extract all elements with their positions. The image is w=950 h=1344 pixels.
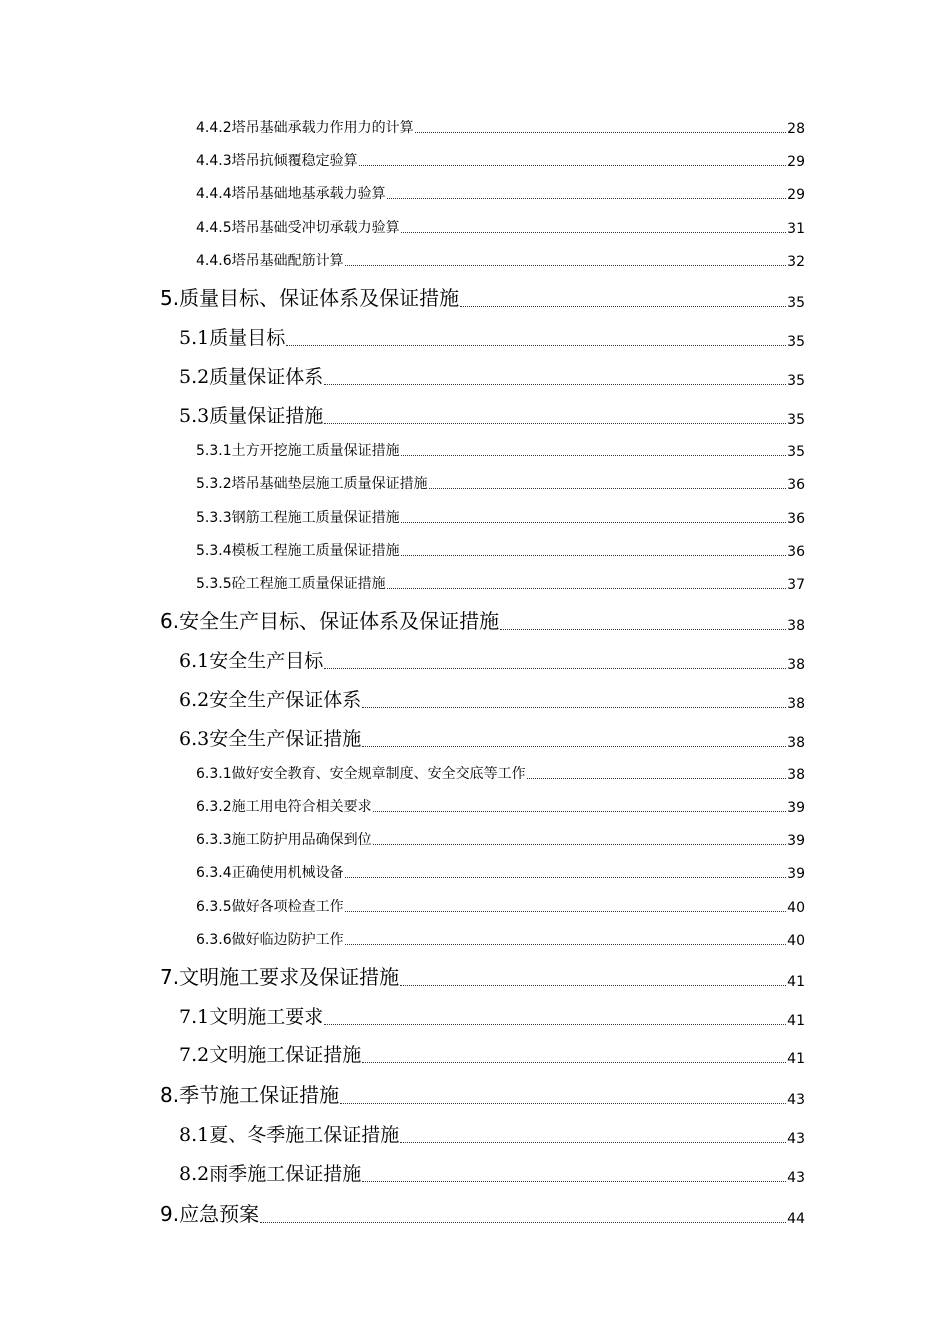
- dot-leader: [286, 344, 786, 346]
- dot-leader: [324, 667, 786, 669]
- toc-entry-title: 7.1文明施工要求: [179, 1006, 324, 1028]
- toc-entry-page: 35: [787, 334, 805, 350]
- dot-leader: [415, 131, 787, 133]
- toc-entry-5-1[interactable]: [179, 322, 805, 350]
- dot-leader: [362, 706, 786, 708]
- toc-entry-4-4-4[interactable]: [196, 181, 805, 203]
- toc-entry-6-3-3[interactable]: [196, 827, 805, 849]
- toc-entry-4-4-3[interactable]: [196, 148, 805, 170]
- toc-entry-page: 44: [787, 1211, 805, 1227]
- toc-entry-title: 9.应急预案: [160, 1202, 260, 1226]
- toc-entry-5-3-2[interactable]: [196, 471, 805, 493]
- toc-entry-5[interactable]: [160, 281, 805, 311]
- toc-entry-5-3-4[interactable]: [196, 538, 805, 560]
- dot-leader: [359, 164, 787, 166]
- toc-entry-title: 6.安全生产目标、保证体系及保证措施: [160, 609, 500, 633]
- toc-entry-page: 36: [787, 477, 805, 493]
- dot-leader: [324, 383, 786, 385]
- toc-entry-5-3-1[interactable]: [196, 438, 805, 460]
- toc-entry-5-3-5[interactable]: [196, 571, 805, 593]
- toc-entry-title: 6.3.3施工防护用品确保到位: [196, 832, 372, 848]
- toc-entry-6-3-1[interactable]: [196, 761, 805, 783]
- toc-entry-5-3[interactable]: [179, 400, 805, 428]
- dot-leader: [362, 745, 786, 747]
- toc-entry-title: 4.4.3塔吊抗倾覆稳定验算: [196, 153, 358, 169]
- toc-entry-title: 5.3.5砼工程施工质量保证措施: [196, 576, 386, 592]
- toc-entry-8-2[interactable]: [179, 1158, 805, 1186]
- toc-entry-page: 41: [787, 1013, 805, 1029]
- toc-entry-title: 4.4.5塔吊基础受冲切承载力验算: [196, 220, 400, 236]
- toc-entry-page: 39: [787, 833, 805, 849]
- toc-entry-page: 39: [787, 800, 805, 816]
- toc-entry-page: 43: [787, 1092, 805, 1108]
- dot-leader: [373, 810, 787, 812]
- toc-entry-page: 37: [787, 577, 805, 593]
- dot-leader: [387, 587, 787, 589]
- toc-entry-title: 5.3.3钢筋工程施工质量保证措施: [196, 510, 400, 526]
- dot-leader: [362, 1180, 786, 1182]
- toc-entry-5-3-3[interactable]: [196, 505, 805, 527]
- dot-leader: [345, 876, 787, 878]
- toc-entry-title: 5.质量目标、保证体系及保证措施: [160, 286, 460, 310]
- toc-entry-page: 39: [787, 866, 805, 882]
- toc-entry-title: 6.2安全生产保证体系: [179, 689, 362, 711]
- dot-leader: [500, 628, 786, 630]
- toc-entry-4-4-2[interactable]: [196, 115, 805, 137]
- toc-entry-7-2[interactable]: [179, 1039, 805, 1067]
- dot-leader: [260, 1221, 786, 1223]
- toc-entry-title: 5.3.4模板工程施工质量保证措施: [196, 543, 400, 559]
- toc-entry-8[interactable]: [160, 1078, 805, 1108]
- toc-entry-title: 6.3.6做好临边防护工作: [196, 932, 344, 948]
- dot-leader: [401, 231, 787, 233]
- toc-entry-title: 4.4.2塔吊基础承载力作用力的计算: [196, 120, 414, 136]
- toc-entry-title: 6.1安全生产目标: [179, 650, 324, 672]
- toc-entry-page: 29: [787, 154, 805, 170]
- toc-entry-title: 6.3.5做好各项检查工作: [196, 899, 344, 915]
- toc-entry-6-3-6[interactable]: [196, 927, 805, 949]
- dot-leader: [400, 1141, 786, 1143]
- toc-entry-title: 4.4.6塔吊基础配筋计算: [196, 253, 344, 269]
- toc-entry-page: 41: [787, 1051, 805, 1067]
- dot-leader: [345, 943, 787, 945]
- dot-leader: [373, 843, 787, 845]
- toc-entry-6-3-4[interactable]: [196, 860, 805, 882]
- toc-entry-title: 8.2雨季施工保证措施: [179, 1163, 362, 1185]
- dot-leader: [401, 521, 787, 523]
- toc-entry-page: 38: [787, 696, 805, 712]
- toc-entry-page: 43: [787, 1131, 805, 1147]
- toc-entry-page: 38: [787, 767, 805, 783]
- toc-entry-6-3-5[interactable]: [196, 894, 805, 916]
- dot-leader: [429, 487, 787, 489]
- dot-leader: [460, 305, 786, 307]
- toc-entry-4-4-5[interactable]: [196, 215, 805, 237]
- toc-entry-page: 31: [787, 221, 805, 237]
- toc-entry-6-2[interactable]: [179, 684, 805, 712]
- toc-entry-6-3[interactable]: [179, 723, 805, 751]
- toc-entry-5-2[interactable]: [179, 361, 805, 389]
- dot-leader: [324, 422, 786, 424]
- toc-entry-page: 38: [787, 657, 805, 673]
- toc-entry-title: 8.1夏、冬季施工保证措施: [179, 1124, 400, 1146]
- dot-leader: [527, 777, 787, 779]
- toc-entry-6[interactable]: [160, 604, 805, 634]
- dot-leader: [401, 454, 787, 456]
- toc-entry-page: 36: [787, 511, 805, 527]
- toc-entry-page: 35: [787, 444, 805, 460]
- toc-entry-page: 28: [787, 121, 805, 137]
- toc-entry-7-1[interactable]: [179, 1001, 805, 1029]
- toc-entry-title: 8.季节施工保证措施: [160, 1083, 340, 1107]
- toc-entry-page: 32: [787, 254, 805, 270]
- toc-entry-page: 36: [787, 544, 805, 560]
- toc-entry-page: 40: [787, 933, 805, 949]
- toc-entry-page: 35: [787, 412, 805, 428]
- toc-entry-page: 43: [787, 1170, 805, 1186]
- toc-entry-title: 6.3安全生产保证措施: [179, 728, 362, 750]
- toc-entry-title: 4.4.4塔吊基础地基承载力验算: [196, 186, 386, 202]
- toc-entry-title: 7.2文明施工保证措施: [179, 1044, 362, 1066]
- toc-entry-title: 5.1质量目标: [179, 327, 286, 349]
- toc-entry-page: 41: [787, 974, 805, 990]
- dot-leader: [400, 984, 786, 986]
- toc-entry-6-3-2[interactable]: [196, 794, 805, 816]
- toc-entry-title: 5.3质量保证措施: [179, 405, 324, 427]
- dot-leader: [324, 1023, 786, 1025]
- toc-entry-8-1[interactable]: [179, 1119, 805, 1147]
- dot-leader: [387, 197, 787, 199]
- toc-entry-title: 6.3.4正确使用机械设备: [196, 865, 344, 881]
- toc-entry-title: 6.3.1做好安全教育、安全规章制度、安全交底等工作: [196, 766, 526, 782]
- toc-entry-page: 38: [787, 618, 805, 634]
- dot-leader: [401, 554, 787, 556]
- dot-leader: [345, 264, 787, 266]
- toc-entry-9[interactable]: [160, 1197, 805, 1227]
- toc-entry-title: 7.文明施工要求及保证措施: [160, 965, 400, 989]
- toc-entry-title: 5.3.2塔吊基础垫层施工质量保证措施: [196, 476, 428, 492]
- toc-entry-4-4-6[interactable]: [196, 248, 805, 270]
- toc-entry-6-1[interactable]: [179, 645, 805, 673]
- dot-leader: [340, 1102, 786, 1104]
- toc-entry-page: 35: [787, 373, 805, 389]
- toc-entry-title: 6.3.2施工用电符合相关要求: [196, 799, 372, 815]
- toc-entry-title: 5.2质量保证体系: [179, 366, 324, 388]
- toc-entry-page: 29: [787, 187, 805, 203]
- toc-entry-7[interactable]: [160, 960, 805, 990]
- dot-leader: [362, 1061, 786, 1063]
- toc-entry-page: 38: [787, 735, 805, 751]
- toc-entry-page: 35: [787, 295, 805, 311]
- dot-leader: [345, 910, 787, 912]
- toc-entry-page: 40: [787, 900, 805, 916]
- toc-entry-title: 5.3.1土方开挖施工质量保证措施: [196, 443, 400, 459]
